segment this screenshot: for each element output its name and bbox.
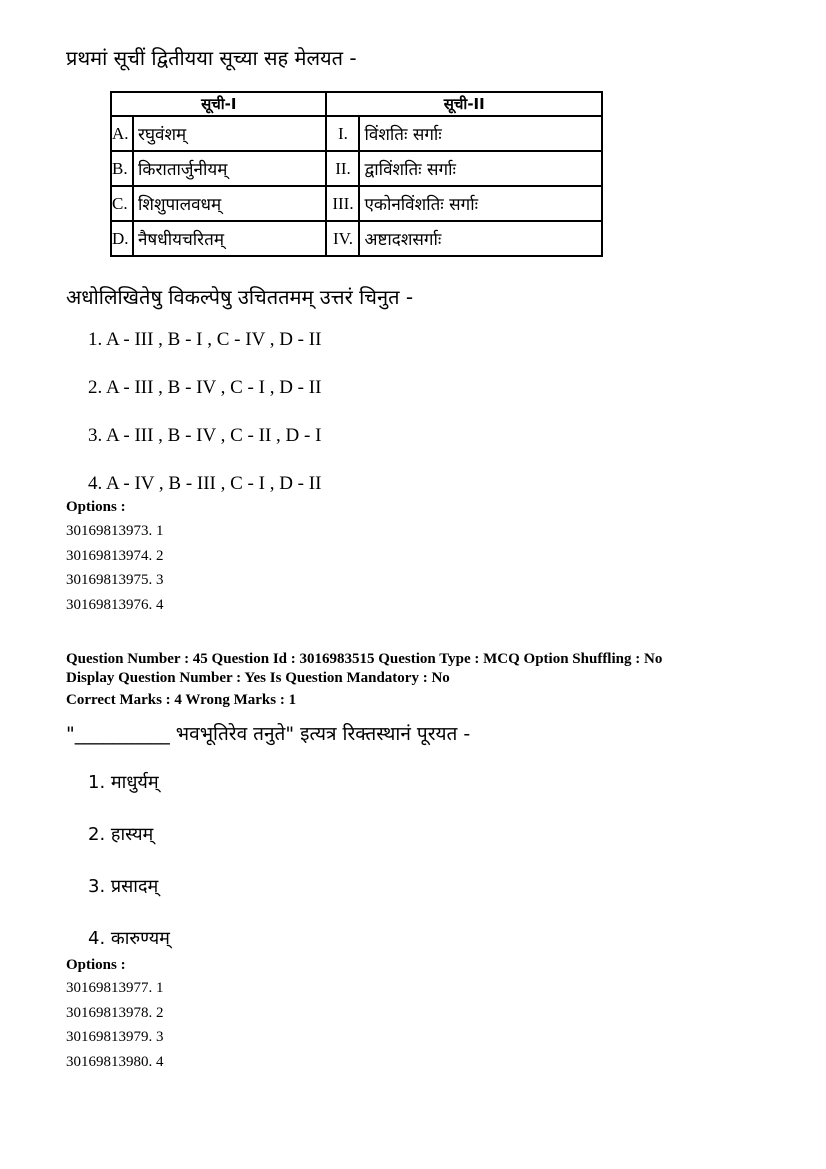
list-2-code: II. [326,151,359,186]
list-1-item: रघुवंशम् [133,116,326,151]
option-id: 30169813974. 2 [66,548,164,564]
list-1-code: B. [111,151,133,186]
option-id: 30169813978. 2 [66,1005,164,1021]
option-id: 30169813977. 1 [66,980,164,996]
list-1-code: C. [111,186,133,221]
table-row [111,116,602,151]
match-table [110,91,603,257]
list-1-item: नैषधीयचरितम् [133,221,326,256]
list-2-item: विंशतिः सर्गाः [359,116,602,151]
option-id: 30169813979. 3 [66,1029,164,1045]
answer-choice-1: 1. A - III , B - I , C - IV , D - II [88,329,322,350]
list-2-header: सूची-II [326,92,602,116]
list-2-item: द्वाविंशतिः सर्गाः [359,151,602,186]
answer-choice-3: 3. प्रसादम् [88,876,159,897]
options-label: Options : [66,499,126,515]
list-1-item: किरातार्जुनीयम् [133,151,326,186]
question-meta-line: Display Question Number : Yes Is Question Mandatory : No [66,670,450,686]
table-row [111,186,602,221]
option-id: 30169813980. 4 [66,1054,164,1070]
list-2-item: एकोनविंशतिः सर्गाः [359,186,602,221]
table-row [111,221,602,256]
answer-choice-1: 1. माधुर्यम् [88,772,159,793]
option-id: 30169813973. 1 [66,523,164,539]
option-id: 30169813976. 4 [66,597,164,613]
list-2-code: I. [326,116,359,151]
answer-choice-4: 4. कारुण्यम् [88,928,170,949]
question-meta-line: Correct Marks : 4 Wrong Marks : 1 [66,692,297,708]
list-1-item: शिशुपालवधम् [133,186,326,221]
match-instruction: प्रथमां सूचीं द्वितीयया सूच्या सह मेलयत - [66,46,357,70]
question-meta-line: Question Number : 45 Question Id : 3016983515 Question Type : MCQ Option Shuffling : No [66,651,663,667]
list-1-header: सूची-I [111,92,326,116]
answer-choice-2: 2. हास्यम् [88,824,154,845]
match-table-header [111,92,602,116]
list-2-code: IV. [326,221,359,256]
options-label: Options : [66,957,126,973]
question-prompt: "__________ भवभूतिरेव तनुते" इत्यत्र रिक्तस्थानं पूरयत - [66,723,471,745]
list-1-code: D. [111,221,133,256]
question-prompt: अधोलिखितेषु विकल्पेषु उचिततमम् उत्तरं चिनुत - [66,285,414,309]
answer-choice-3: 3. A - III , B - IV , C - II , D - I [88,425,322,446]
table-row [111,151,602,186]
list-2-code: III. [326,186,359,221]
option-id: 30169813975. 3 [66,572,164,588]
list-1-code: A. [111,116,133,151]
answer-choice-4: 4. A - IV , B - III , C - I , D - II [88,473,322,494]
answer-choice-2: 2. A - III , B - IV , C - I , D - II [88,377,322,398]
list-2-item: अष्टादशसर्गाः [359,221,602,256]
